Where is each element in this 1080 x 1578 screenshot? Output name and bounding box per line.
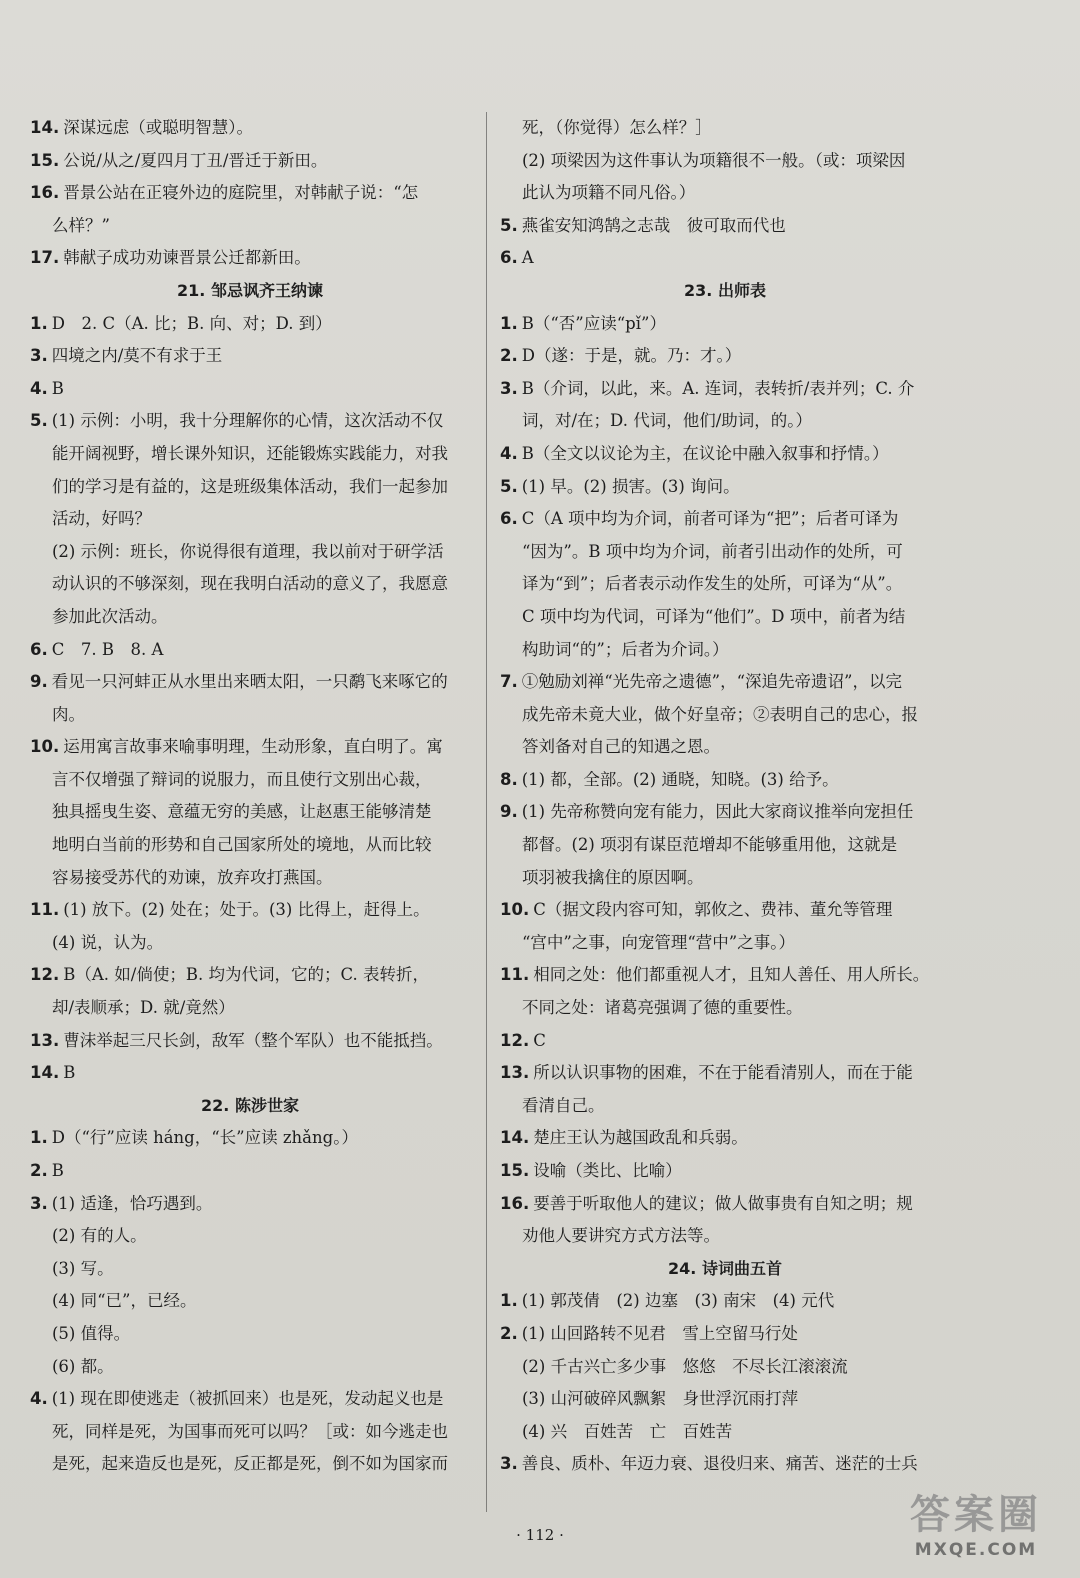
answer-text: 活动，好吗？ — [52, 509, 151, 529]
right-column — [500, 112, 950, 1481]
question-number: 6. — [30, 639, 48, 659]
answer-text: 所以认识事物的困难，不在于能看清别人，而在于能 — [533, 1063, 913, 1083]
answer-text: 地明白当前的形势和自己国家所处的境地，从而比较 — [52, 835, 432, 855]
answer-text: (2) 项梁因为这件事认为项籍很不一般。（或：项梁因 — [522, 150, 906, 170]
question-number: 4. — [30, 1389, 48, 1409]
answer-line — [500, 894, 950, 927]
answer-line — [30, 666, 470, 699]
answer-text: (4) 兴 百姓苦 亡 百姓苦 — [522, 1421, 733, 1441]
answer-text: (1) 先帝称赞向宠有能力，因此大家商议推举向宠担任 — [521, 802, 914, 822]
answer-line — [500, 177, 950, 210]
answer-line — [500, 927, 950, 960]
answer-line — [30, 438, 470, 471]
answer-text: C（A 项中均为介词，前者可译为“把”；后者可译为 — [521, 509, 899, 529]
answer-text: B（A. 如/倘使；B. 均为代词，它的；C. 表转折， — [63, 965, 429, 985]
question-number: 9. — [500, 802, 518, 822]
answer-text: D（遂：于是，就。乃：才。） — [521, 346, 742, 366]
answer-line — [500, 829, 950, 862]
question-number: 17. — [30, 248, 60, 268]
answer-line — [500, 1318, 950, 1351]
answer-line — [30, 699, 470, 732]
answer-text: 燕雀安知鸿鹄之志哉 彼可取而代也 — [521, 215, 786, 235]
answer-line — [500, 210, 950, 243]
answer-text: (1) 早。(2) 损害。(3) 询问。 — [521, 476, 740, 496]
answer-text: 相同之处：他们都重视人才，且知人善任、用人所长。 — [533, 965, 930, 985]
answer-line — [30, 634, 470, 667]
question-number: 2. — [500, 1323, 518, 1343]
question-number: 3. — [30, 346, 48, 366]
answer-line — [500, 1025, 950, 1058]
answer-text: 项羽被我擒住的原因啊。 — [522, 867, 704, 887]
answer-line — [500, 536, 950, 569]
answer-text: 词，对/在；D. 代词，他们/助词，的。） — [522, 411, 812, 431]
answer-line — [500, 764, 950, 797]
question-number: 2. — [500, 346, 518, 366]
question-number: 4. — [500, 443, 518, 463]
question-number: 9. — [30, 672, 48, 692]
question-number: 8. — [500, 769, 518, 789]
watermark-logo — [910, 1483, 1042, 1560]
answer-text: 韩献子成功劝谏晋景公迁都新田。 — [63, 248, 311, 268]
answer-text: (1) 示例：小明，我十分理解你的心情，这次活动不仅 — [51, 411, 444, 431]
answer-text: 劝他人要讲究方式方法等。 — [522, 1226, 720, 1246]
question-number: 5. — [500, 215, 518, 235]
answer-text: “因为”。B 项中均为介词，前者引出动作的处所，可 — [522, 541, 903, 561]
answer-text: 楚庄王认为越国政乱和兵弱。 — [533, 1128, 748, 1148]
answer-text: 要善于听取他人的建议；做人做事贵有自知之明；规 — [533, 1193, 913, 1213]
answer-line — [500, 438, 950, 471]
question-number: 5. — [30, 411, 48, 431]
answer-line — [500, 601, 950, 634]
answer-line — [30, 731, 470, 764]
answer-line — [30, 1318, 470, 1351]
answer-line — [500, 242, 950, 275]
answer-line — [30, 1351, 470, 1384]
answer-text: (1) 现在即使逃走（被抓回来）也是死，发动起义也是 — [51, 1389, 444, 1409]
section-heading: 22. 陈涉世家 — [201, 1095, 299, 1115]
answer-text: B（全文以议论为主，在议论中融入叙事和抒情。） — [521, 443, 889, 463]
answer-line — [30, 1057, 470, 1090]
answer-line — [500, 405, 950, 438]
answer-line — [500, 1416, 950, 1449]
section-heading: 21. 邹忌讽齐王纳谏 — [177, 280, 323, 300]
answer-text: 译为“到”；后者表示动作发生的处所，可译为“从”。 — [522, 574, 903, 594]
watermark-url: MXQE.COM — [914, 1540, 1038, 1560]
answer-line — [500, 959, 950, 992]
answer-text: 死，（你觉得）怎么样？］ — [522, 118, 712, 137]
answer-line — [30, 796, 470, 829]
question-number: 12. — [500, 1030, 530, 1050]
answer-line — [30, 894, 470, 927]
question-number: 1. — [500, 1291, 518, 1311]
question-number: 1. — [500, 313, 518, 333]
question-number: 16. — [30, 183, 60, 203]
question-number: 13. — [500, 1063, 530, 1083]
answer-text: B（介词，以此，来。A. 连词，表转折/表并列；C. 介 — [521, 378, 915, 398]
answer-text: 却/表顺承；D. 就/竟然） — [52, 998, 235, 1018]
answer-line — [30, 308, 470, 341]
answer-line — [30, 1025, 470, 1058]
answer-text: 不同之处：诸葛亮强调了德的重要性。 — [522, 998, 803, 1018]
section-heading: 24. 诗词曲五首 — [668, 1258, 782, 1278]
question-number: 11. — [30, 900, 60, 920]
answer-line — [30, 1220, 470, 1253]
answer-line — [500, 503, 950, 536]
answer-text: 看清自己。 — [522, 1095, 605, 1115]
answer-text: 是死，起来造反也是死，反正都是死，倒不如为国家而 — [52, 1454, 448, 1474]
answer-line — [500, 1090, 950, 1123]
answer-text: 肉。 — [52, 704, 85, 724]
column-divider — [486, 112, 487, 1512]
answer-line — [500, 796, 950, 829]
answer-text: 独具摇曳生姿、意蕴无穷的美感，让赵惠王能够清楚 — [52, 802, 432, 822]
answer-line — [500, 1155, 950, 1188]
answer-line — [500, 731, 950, 764]
answer-text: D（“行”应读 háng，“长”应读 zhǎng。） — [51, 1128, 358, 1148]
answer-text: 看见一只河蚌正从水里出来晒太阳，一只鹬飞来啄它的 — [51, 672, 448, 692]
answer-line — [30, 568, 470, 601]
answer-line — [30, 471, 470, 504]
left-column — [30, 112, 470, 1481]
answer-text: 晋景公站在正寝外边的庭院里，对韩献子说：“怎 — [63, 183, 419, 203]
answer-line — [500, 568, 950, 601]
answer-line — [30, 862, 470, 895]
answer-text: 深谋远虑（或聪明智慧）。 — [63, 118, 253, 137]
question-number: 11. — [500, 965, 530, 985]
answer-line — [500, 1285, 950, 1318]
answer-text: 此认为项籍不同凡俗。） — [522, 183, 696, 203]
answer-line — [500, 145, 950, 178]
answer-text: 动认识的不够深刻，现在我明白活动的意义了，我愿意 — [52, 574, 448, 594]
answer-line — [30, 764, 470, 797]
answer-text: B — [51, 1161, 64, 1180]
answer-line — [500, 634, 950, 667]
answer-line — [30, 1122, 470, 1155]
question-number: 1. — [30, 313, 48, 333]
answer-text: 曹沫举起三尺长剑，敌军（整个军队）也不能抵挡。 — [63, 1030, 443, 1050]
question-number: 16. — [500, 1193, 530, 1213]
question-number: 3. — [500, 1454, 518, 1474]
answer-line — [500, 373, 950, 406]
answer-text: 言不仅增强了辩词的说服力，而且使行文别出心裁， — [52, 769, 432, 789]
answer-line — [30, 373, 470, 406]
answer-line — [30, 210, 470, 243]
answer-line — [30, 1285, 470, 1318]
answer-line — [30, 1188, 470, 1221]
answer-text: 都督。(2) 项羽有谋臣范增却不能够重用他，这就是 — [522, 835, 898, 855]
question-number: 4. — [30, 378, 48, 398]
answer-text: B — [63, 1063, 76, 1083]
answer-line — [500, 1188, 950, 1221]
answer-line — [30, 145, 470, 178]
answer-text: 构助词“的”；后者为介词。） — [522, 639, 729, 659]
answer-line — [500, 1351, 950, 1384]
answer-line — [30, 242, 470, 275]
question-number: 5. — [500, 476, 518, 496]
question-number: 3. — [30, 1193, 48, 1213]
answer-text: (3) 山河破碎风飘絮 身世浮沉雨打萍 — [522, 1389, 799, 1409]
answer-text: (1) 都，全部。(2) 通晓，知晓。(3) 给予。 — [521, 769, 839, 789]
answer-text: “宫中”之事，向宠管理“营中”之事。） — [522, 932, 795, 952]
answer-line — [500, 699, 950, 732]
answer-line — [30, 1448, 470, 1481]
answer-text: (2) 示例：班长，你说得很有道理，我以前对于研学活 — [52, 541, 444, 561]
answer-line — [500, 1220, 950, 1253]
answer-text: C（据文段内容可知，郭攸之、费祎、董允等管理 — [533, 900, 893, 920]
answer-text: (1) 放下。(2) 处在；处于。(3) 比得上，赶得上。 — [63, 900, 430, 920]
answer-text: (5) 值得。 — [52, 1323, 131, 1343]
answer-line — [500, 1057, 950, 1090]
answer-text: A — [521, 248, 534, 268]
question-number: 15. — [500, 1161, 530, 1180]
answer-text: 死，同样是死，为国事而死可以吗？［或：如今逃走也 — [52, 1421, 448, 1441]
question-number: 10. — [500, 900, 530, 920]
answer-line — [500, 666, 950, 699]
answer-text: 善良、质朴、年迈力衰、退役归来、痛苦、迷茫的士兵 — [521, 1454, 918, 1474]
answer-line — [30, 503, 470, 536]
answer-line — [30, 405, 470, 438]
answer-text: (4) 说，认为。 — [52, 932, 164, 952]
answer-text: 们的学习是有益的，这是班级集体活动，我们一起参加 — [52, 476, 448, 496]
question-number: 12. — [30, 965, 60, 985]
answer-line — [500, 308, 950, 341]
question-number: 3. — [500, 378, 518, 398]
answer-text: 运用寓言故事来喻事明理，生动形象，直白明了。寓 — [63, 737, 443, 757]
question-number: 14. — [500, 1128, 530, 1148]
answer-text: 四境之内/莫不有求于王 — [51, 346, 223, 366]
answer-line — [500, 340, 950, 373]
answer-text: 答刘备对自己的知遇之恩。 — [522, 737, 720, 757]
answer-line — [30, 1416, 470, 1449]
question-number: 7. — [500, 672, 518, 692]
answer-text: C 7. B 8. A — [51, 639, 164, 659]
answer-line — [30, 927, 470, 960]
answer-text: (1) 山回路转不见君 雪上空留马行处 — [521, 1323, 798, 1343]
answer-line — [500, 471, 950, 504]
answer-text: (6) 都。 — [52, 1356, 114, 1376]
answer-line — [30, 601, 470, 634]
answer-line — [500, 112, 950, 145]
answer-text: 参加此次活动。 — [52, 606, 168, 626]
answer-line — [30, 1155, 470, 1188]
answer-text: (1) 适逢，恰巧遇到。 — [51, 1193, 213, 1213]
question-number: 15. — [30, 150, 60, 170]
answer-line — [500, 1383, 950, 1416]
answer-line — [500, 1122, 950, 1155]
question-number: 2. — [30, 1161, 48, 1180]
answer-line — [30, 112, 470, 145]
question-number: 1. — [30, 1128, 48, 1148]
answer-line — [30, 1253, 470, 1286]
question-number: 14. — [30, 1063, 60, 1083]
answer-line — [500, 862, 950, 895]
answer-text: (4) 同“已”，已经。 — [52, 1291, 197, 1311]
answer-line — [30, 959, 470, 992]
answer-text: 设喻（类比、比喻） — [533, 1161, 682, 1180]
answer-line — [500, 992, 950, 1025]
question-number: 6. — [500, 248, 518, 268]
section-heading: 23. 出师表 — [684, 280, 766, 300]
answer-text: 容易接受苏代的劝谏，放弃攻打燕国。 — [52, 867, 333, 887]
answer-text: ①勉励刘禅“光先帝之遗德”，“深追先帝遗诏”，以完 — [521, 672, 902, 692]
answer-line — [30, 177, 470, 210]
answer-text: C — [533, 1030, 546, 1050]
answer-text: D 2. C（A. 比；B. 向、对；D. 到） — [51, 313, 332, 333]
answer-text: 公说/从之/夏四月丁丑/晋迁于新田。 — [63, 150, 328, 170]
answer-line — [30, 536, 470, 569]
answer-line — [30, 992, 470, 1025]
answer-text: B — [51, 378, 64, 398]
answer-text: B（“否”应读“pǐ”） — [521, 313, 666, 333]
question-number: 6. — [500, 509, 518, 529]
question-number: 10. — [30, 737, 60, 757]
question-number: 14. — [30, 118, 60, 137]
answer-text: (2) 千古兴亡多少事 悠悠 不尽长江滚滚流 — [522, 1356, 848, 1376]
answer-text: 么样？” — [52, 215, 110, 235]
answer-line — [30, 1383, 470, 1416]
answer-text: 成先帝未竟大业，做个好皇帝；②表明自己的忠心，报 — [522, 704, 918, 724]
answer-line — [500, 1448, 950, 1481]
answer-text: (3) 写。 — [52, 1258, 114, 1278]
watermark-title: 答案圈 — [910, 1492, 1042, 1538]
answer-text: (1) 郭茂倩 (2) 边塞 (3) 南宋 (4) 元代 — [521, 1291, 835, 1311]
answer-text: 能开阔视野，增长课外知识，还能锻炼实践能力，对我 — [52, 443, 448, 463]
answer-line — [30, 340, 470, 373]
answer-text: C 项中均为代词，可译为“他们”。D 项中，前者为结 — [522, 606, 906, 626]
question-number: 13. — [30, 1030, 60, 1050]
answer-text: (2) 有的人。 — [52, 1226, 147, 1246]
answer-line — [30, 829, 470, 862]
page-number: · 112 · — [516, 1526, 564, 1544]
